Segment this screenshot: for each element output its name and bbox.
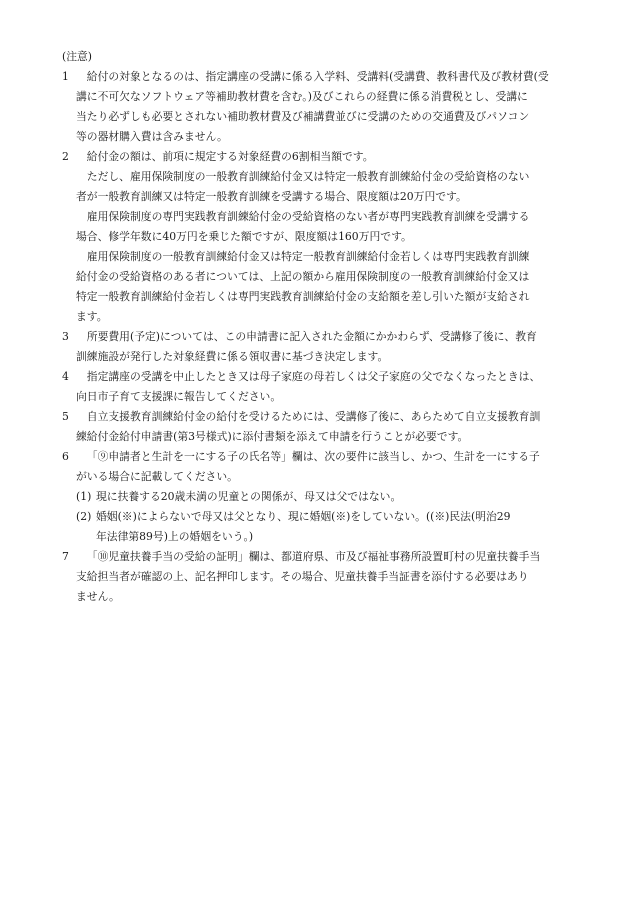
note-line: 給付金の額は、前項に規定する対象経費の6割相当額です。 — [86, 150, 374, 163]
note-line: 者が一般教育訓練又は特定一般教育訓練を受講する場合、限度額は20万円です。 — [76, 190, 467, 203]
note-line: 年法律第89号)上の婚姻をいう。) — [96, 530, 254, 543]
note-line: 等の器材購入費は含みません。 — [76, 130, 228, 143]
note-line: ません。 — [76, 590, 120, 603]
note-line: がいる場合に記載してください。 — [76, 470, 238, 483]
note-line: 場合、修学年数に40万円を乗じた額ですが、限度額は160万円です。 — [76, 230, 412, 243]
note-item-6 — [62, 447, 582, 487]
note-item-7 — [62, 547, 582, 607]
notes-document — [62, 47, 582, 607]
note-line: 特定一般教育訓練給付金若しくは専門実践教育訓練給付金の支給額を差し引いた額が支給され — [76, 290, 530, 303]
subitem-number: (1) — [76, 490, 92, 503]
note-line: 自立支援教育訓練給付金の給付を受けるためには、受講修了後に、あらためて自立支援教育訓 — [86, 410, 541, 423]
note-paragraph — [76, 167, 582, 207]
notes-heading: (注意) — [62, 50, 93, 63]
note-number: 7 — [62, 550, 69, 563]
note-line: 練給付金給付申請書(第3号様式)に添付書類を添えて申請を行うことが必要です。 — [76, 430, 469, 443]
note-paragraph — [76, 207, 582, 247]
note-line: 講に不可欠なソフトウェア等補助教材費を含む。)及びこれらの経費に係る消費税とし、受講に — [76, 90, 528, 103]
note-item-5 — [62, 407, 582, 447]
subitem-number: (2) — [76, 510, 92, 523]
note-number: 3 — [62, 330, 69, 343]
note-number: 5 — [62, 410, 69, 423]
note-line: 当たり必ずしも必要とされない補助教材費及び補講費並びに受講のための交通費及びパソコン — [76, 110, 530, 123]
note-item-1 — [62, 67, 582, 147]
note-line: 向日市子育て支援課に報告してください。 — [76, 390, 282, 403]
note-line: 訓練施設が発行した対象経費に係る領収書に基づき決定します。 — [76, 350, 389, 363]
note-line: 雇用保険制度の一般教育訓練給付金又は特定一般教育訓練給付金若しくは専門実践教育訓練 — [86, 250, 530, 263]
note-line: ます。 — [76, 310, 108, 323]
note-item-4 — [62, 367, 582, 407]
note-line: 給付の対象となるのは、指定講座の受講に係る入学料、受講料(受講費、教科書代及び教材費(受 — [86, 70, 549, 83]
note-number: 4 — [62, 370, 69, 383]
note-line: 婚姻(※)によらないで母又は父となり、現に婚姻(※)をしていない。((※)民法(明治29 — [96, 510, 511, 523]
note-line: 所要費用(予定)については、この申請書に記入された金額にかかわらず、受講修了後に、教育 — [86, 330, 537, 343]
note-paragraph — [76, 247, 582, 327]
note-item-2 — [62, 147, 582, 327]
note-line: 「⑨申請者と生計を一にする子の氏名等」欄は、次の要件に該当し、かつ、生計を一にする子 — [86, 450, 540, 463]
note-line: 支給担当者が確認の上、記名押印します。その場合、児童扶養手当証書を添付する必要はあり — [76, 570, 529, 583]
note-line: 「⑩児童扶養手当の受給の証明」欄は、都道府県、市及び福祉事務所設置町村の児童扶養手当 — [86, 550, 541, 563]
note-subitem-2 — [62, 507, 582, 547]
note-number: 6 — [62, 450, 69, 463]
note-number: 2 — [62, 150, 69, 163]
note-line: ただし、雇用保険制度の一般教育訓練給付金又は特定一般教育訓練給付金の受給資格のない — [86, 170, 530, 183]
note-line: 給付金の受給資格のある者については、上記の額から雇用保険制度の一般教育訓練給付金又は — [76, 270, 530, 283]
note-line: 指定講座の受講を中止したとき又は母子家庭の母若しくは父子家庭の父でなくなったときは、 — [86, 370, 541, 383]
note-subitem-1 — [62, 487, 582, 507]
note-number: 1 — [62, 70, 69, 83]
note-item-3 — [62, 327, 582, 367]
note-line: 現に扶養する20歳未満の児童との関係が、母又は父ではない。 — [96, 490, 402, 503]
note-line: 雇用保険制度の専門実践教育訓練給付金の受給資格のない者が専門実践教育訓練を受講する — [86, 210, 530, 223]
